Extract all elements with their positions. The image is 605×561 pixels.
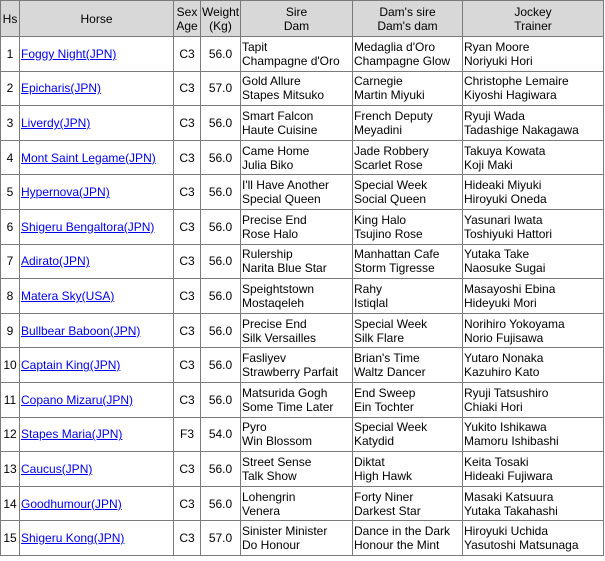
jockey: Ryuji Tatsushiro xyxy=(464,385,549,400)
horse-number: 15 xyxy=(1,521,20,556)
weight: 56.0 xyxy=(201,348,241,383)
dams-sire: Special Week xyxy=(354,316,428,331)
weight: 56.0 xyxy=(201,452,241,487)
damsire-cell xyxy=(353,175,463,210)
jockey-trainer-cell xyxy=(463,417,604,452)
dam: Mostaqeleh xyxy=(242,295,305,310)
trainer: Chiaki Hori xyxy=(464,399,523,414)
horse-name-link[interactable]: Shigeru Bengaltora(JPN) xyxy=(21,219,155,234)
sire: Lohengrin xyxy=(242,489,296,504)
sex-age: F3 xyxy=(174,417,201,452)
sex-age: C3 xyxy=(174,37,201,72)
jockey: Hideaki Miyuki xyxy=(464,178,542,193)
dam: Haute Cuisine xyxy=(242,122,318,137)
dam: Silk Versailles xyxy=(242,330,317,345)
damsire-cell xyxy=(353,452,463,487)
sire-dam-cell xyxy=(241,209,353,244)
horse-cell xyxy=(20,486,174,521)
horse-cell xyxy=(20,417,174,452)
dams-sire: Special Week xyxy=(354,178,428,193)
dams-dam: Scarlet Rose xyxy=(354,157,423,172)
horse-number: 3 xyxy=(1,106,20,141)
jockey: Yasunari Iwata xyxy=(464,212,543,227)
sire-dam-cell xyxy=(241,348,353,383)
jockey-trainer-cell xyxy=(463,175,604,210)
dam: Venera xyxy=(242,503,281,518)
weight: 56.0 xyxy=(201,175,241,210)
sire-dam-cell xyxy=(241,106,353,141)
dams-dam: Ein Tochter xyxy=(354,399,414,414)
sire-dam-cell xyxy=(241,244,353,279)
dams-sire: Dance in the Dark xyxy=(354,524,451,539)
horse-name-link[interactable]: Captain King(JPN) xyxy=(21,358,121,373)
table-row xyxy=(1,175,604,210)
damsire-cell xyxy=(353,382,463,417)
sex-age: C3 xyxy=(174,452,201,487)
sex-age: C3 xyxy=(174,382,201,417)
dams-dam: Meyadini xyxy=(354,122,403,137)
trainer: Koji Maki xyxy=(464,157,513,172)
trainer: Hideyuki Mori xyxy=(464,295,537,310)
dam: Narita Blue Star xyxy=(242,261,327,276)
jockey-trainer-cell xyxy=(463,382,604,417)
damsire-cell xyxy=(353,521,463,556)
jockey-trainer-cell xyxy=(463,348,604,383)
horse-cell xyxy=(20,175,174,210)
trainer: Tadashige Nakagawa xyxy=(464,122,579,137)
horse-number: 2 xyxy=(1,71,20,106)
table-row xyxy=(1,452,604,487)
horse-name-link[interactable]: Bullbear Baboon(JPN) xyxy=(21,323,141,338)
sire-dam-cell xyxy=(241,279,353,314)
dams-dam: High Hawk xyxy=(354,468,413,483)
trainer: Yasutoshi Matsunaga xyxy=(464,538,579,553)
damsire-cell xyxy=(353,279,463,314)
dams-sire: Jade Robbery xyxy=(354,143,429,158)
horse-number: 5 xyxy=(1,175,20,210)
sex-age: C3 xyxy=(174,209,201,244)
horse-cell xyxy=(20,244,174,279)
header-jockey-trainer: Jockey Trainer xyxy=(463,1,604,37)
jockey-trainer-cell xyxy=(463,209,604,244)
dam: Stapes Mitsuko xyxy=(242,88,325,103)
trainer: Hiroyuki Oneda xyxy=(464,192,547,207)
sex-age: C3 xyxy=(174,313,201,348)
weight: 56.0 xyxy=(201,244,241,279)
jockey-trainer-cell xyxy=(463,313,604,348)
dams-sire: Forty Niner xyxy=(354,489,414,504)
damsire-cell xyxy=(353,313,463,348)
sire-dam-cell xyxy=(241,71,353,106)
jockey-trainer-cell xyxy=(463,37,604,72)
dams-sire: Diktat xyxy=(354,454,385,469)
weight: 56.0 xyxy=(201,140,241,175)
dams-dam: Silk Flare xyxy=(354,330,405,345)
horse-number: 9 xyxy=(1,313,20,348)
trainer: Norio Fujisawa xyxy=(464,330,544,345)
horse-number: 10 xyxy=(1,348,20,383)
weight: 56.0 xyxy=(201,382,241,417)
jockey-trainer-cell xyxy=(463,486,604,521)
horse-cell xyxy=(20,71,174,106)
weight: 56.0 xyxy=(201,279,241,314)
table-row xyxy=(1,209,604,244)
sire-dam-cell xyxy=(241,417,353,452)
table-row xyxy=(1,37,604,72)
dam: Strawberry Parfait xyxy=(242,365,339,380)
sire: Street Sense xyxy=(242,454,312,469)
damsire-cell xyxy=(353,417,463,452)
weight: 57.0 xyxy=(201,521,241,556)
weight: 56.0 xyxy=(201,209,241,244)
sire: Matsurida Gogh xyxy=(242,385,328,400)
table-row xyxy=(1,382,604,417)
table-row xyxy=(1,244,604,279)
trainer: Yutaka Takahashi xyxy=(464,503,558,518)
horse-number: 7 xyxy=(1,244,20,279)
dams-sire: End Sweep xyxy=(354,385,416,400)
jockey: Norihiro Yokoyama xyxy=(464,316,565,331)
sire-dam-cell xyxy=(241,382,353,417)
horse-name-link[interactable]: Adirato(JPN) xyxy=(21,254,90,269)
sire-dam-cell xyxy=(241,486,353,521)
horse-number: 13 xyxy=(1,452,20,487)
weight: 54.0 xyxy=(201,417,241,452)
header-hs: Hs xyxy=(1,1,20,37)
weight: 56.0 xyxy=(201,37,241,72)
sire: Tapit xyxy=(242,39,268,54)
sex-age: C3 xyxy=(174,140,201,175)
jockey: Christophe Lemaire xyxy=(464,74,569,89)
weight: 56.0 xyxy=(201,486,241,521)
sire: I'll Have Another xyxy=(242,178,330,193)
dams-sire: Medaglia d'Oro xyxy=(354,39,435,54)
damsire-cell xyxy=(353,209,463,244)
damsire-cell xyxy=(353,486,463,521)
horse-name-link[interactable]: Goodhumour(JPN) xyxy=(21,496,122,511)
trainer: Hideaki Fujiwara xyxy=(464,468,553,483)
table-row xyxy=(1,71,604,106)
dams-dam: Darkest Star xyxy=(354,503,421,518)
sire-dam-cell xyxy=(241,37,353,72)
weight: 56.0 xyxy=(201,106,241,141)
jockey: Yukito Ishikawa xyxy=(464,420,547,435)
sire: Pyro xyxy=(242,420,267,435)
horse-name-link[interactable]: Epicharis(JPN) xyxy=(21,81,102,96)
jockey: Keita Tosaki xyxy=(464,454,529,469)
sire-dam-cell xyxy=(241,452,353,487)
jockey-trainer-cell xyxy=(463,452,604,487)
horse-name-link[interactable]: Copano Mizaru(JPN) xyxy=(21,392,134,407)
dam: Champagne d'Oro xyxy=(242,53,340,68)
horse-name-link[interactable]: Matera Sky(USA) xyxy=(21,288,115,303)
sire: Precise End xyxy=(242,316,307,331)
table-row xyxy=(1,106,604,141)
sex-age: C3 xyxy=(174,348,201,383)
jockey: Masaki Katsuura xyxy=(464,489,554,504)
dams-sire: King Halo xyxy=(354,212,407,227)
sex-age: C3 xyxy=(174,521,201,556)
table-row xyxy=(1,521,604,556)
horse-name-link[interactable]: Shigeru Kong(JPN) xyxy=(21,531,125,546)
horse-cell xyxy=(20,279,174,314)
horse-cell xyxy=(20,37,174,72)
horse-cell xyxy=(20,209,174,244)
jockey-trainer-cell xyxy=(463,140,604,175)
horse-cell xyxy=(20,382,174,417)
table-row xyxy=(1,313,604,348)
dams-dam: Tsujino Rose xyxy=(354,226,423,241)
trainer: Naosuke Sugai xyxy=(464,261,546,276)
dams-sire: Brian's Time xyxy=(354,351,420,366)
damsire-cell xyxy=(353,106,463,141)
table-row xyxy=(1,486,604,521)
dams-sire: Carnegie xyxy=(354,74,403,89)
sex-age: C3 xyxy=(174,71,201,106)
horse-name-link[interactable]: Foggy Night(JPN) xyxy=(21,46,117,61)
dams-dam: Waltz Dancer xyxy=(354,365,426,380)
dam: Do Honour xyxy=(242,538,301,553)
header-row xyxy=(1,1,604,37)
sire-dam-cell xyxy=(241,175,353,210)
sire: Speightstown xyxy=(242,281,315,296)
horse-number: 14 xyxy=(1,486,20,521)
table-row xyxy=(1,279,604,314)
jockey: Ryuji Wada xyxy=(464,108,525,123)
dams-dam: Storm Tigresse xyxy=(354,261,435,276)
dams-dam: Katydid xyxy=(354,434,395,449)
sire-dam-cell xyxy=(241,140,353,175)
horse-number: 12 xyxy=(1,417,20,452)
trainer: Toshiyuki Hattori xyxy=(464,226,553,241)
sex-age: C3 xyxy=(174,279,201,314)
jockey-trainer-cell xyxy=(463,244,604,279)
jockey: Yutaro Nonaka xyxy=(464,351,544,366)
dam: Win Blossom xyxy=(242,434,313,449)
dams-dam: Champagne Glow xyxy=(354,53,451,68)
jockey-trainer-cell xyxy=(463,71,604,106)
dam: Talk Show xyxy=(242,468,297,483)
trainer: Kiyoshi Hagiwara xyxy=(464,88,557,103)
dam: Rose Halo xyxy=(242,226,299,241)
header-weight: Weight (Kg) xyxy=(201,1,241,37)
weight: 57.0 xyxy=(201,71,241,106)
sex-age: C3 xyxy=(174,175,201,210)
header-horse: Horse xyxy=(20,1,174,37)
header-sire-dam: Sire Dam xyxy=(241,1,353,37)
horse-number: 6 xyxy=(1,209,20,244)
dams-dam: Honour the Mint xyxy=(354,538,440,553)
jockey-trainer-cell xyxy=(463,521,604,556)
trainer: Kazuhiro Kato xyxy=(464,365,540,380)
dam: Some Time Later xyxy=(242,399,334,414)
horse-name-link[interactable]: Stapes Maria(JPN) xyxy=(21,427,123,442)
jockey: Masayoshi Ebina xyxy=(464,281,556,296)
horse-cell xyxy=(20,106,174,141)
sire: Sinister Minister xyxy=(242,524,328,539)
sire: Smart Falcon xyxy=(242,108,314,123)
damsire-cell xyxy=(353,140,463,175)
horse-cell xyxy=(20,452,174,487)
sire: Fasliyev xyxy=(242,351,287,366)
jockey-trainer-cell xyxy=(463,106,604,141)
sex-age: C3 xyxy=(174,106,201,141)
horse-cell xyxy=(20,140,174,175)
jockey: Takuya Kowata xyxy=(464,143,546,158)
sire: Came Home xyxy=(242,143,310,158)
horse-number: 4 xyxy=(1,140,20,175)
dams-dam: Istiqlal xyxy=(354,295,389,310)
horse-number: 8 xyxy=(1,279,20,314)
sire: Rulership xyxy=(242,247,293,262)
dam: Special Queen xyxy=(242,192,321,207)
horse-cell xyxy=(20,521,174,556)
header-damsire-damdam: Dam's sire Dam's dam xyxy=(353,1,463,37)
dam: Julia Biko xyxy=(242,157,294,172)
horse-cell xyxy=(20,313,174,348)
damsire-cell xyxy=(353,71,463,106)
jockey: Hiroyuki Uchida xyxy=(464,524,549,539)
weight: 56.0 xyxy=(201,313,241,348)
table-row xyxy=(1,140,604,175)
sex-age: C3 xyxy=(174,244,201,279)
sire: Precise End xyxy=(242,212,307,227)
damsire-cell xyxy=(353,244,463,279)
jockey: Yutaka Take xyxy=(464,247,530,262)
jockey: Ryan Moore xyxy=(464,39,530,54)
header-sex-age: Sex Age xyxy=(174,1,201,37)
horse-name-link[interactable]: Caucus(JPN) xyxy=(21,461,93,476)
dams-dam: Social Queen xyxy=(354,192,427,207)
trainer: Noriyuki Hori xyxy=(464,53,533,68)
horse-name-link[interactable]: Mont Saint Legame(JPN) xyxy=(21,150,156,165)
horse-number: 1 xyxy=(1,37,20,72)
sire: Gold Allure xyxy=(242,74,301,89)
sire-dam-cell xyxy=(241,313,353,348)
dams-sire: French Deputy xyxy=(354,108,433,123)
sire-dam-cell xyxy=(241,521,353,556)
damsire-cell xyxy=(353,37,463,72)
trainer: Mamoru Ishibashi xyxy=(464,434,559,449)
horse-name-link[interactable]: Liverdy(JPN) xyxy=(21,115,91,130)
dams-sire: Rahy xyxy=(354,281,383,296)
horse-cell xyxy=(20,348,174,383)
dams-sire: Manhattan Cafe xyxy=(354,247,440,262)
dams-dam: Martin Miyuki xyxy=(354,88,425,103)
dams-sire: Special Week xyxy=(354,420,428,435)
table-row xyxy=(1,348,604,383)
horse-number: 11 xyxy=(1,382,20,417)
horse-name-link[interactable]: Hypernova(JPN) xyxy=(21,185,110,200)
sex-age: C3 xyxy=(174,486,201,521)
table-row xyxy=(1,417,604,452)
jockey-trainer-cell xyxy=(463,279,604,314)
damsire-cell xyxy=(353,348,463,383)
